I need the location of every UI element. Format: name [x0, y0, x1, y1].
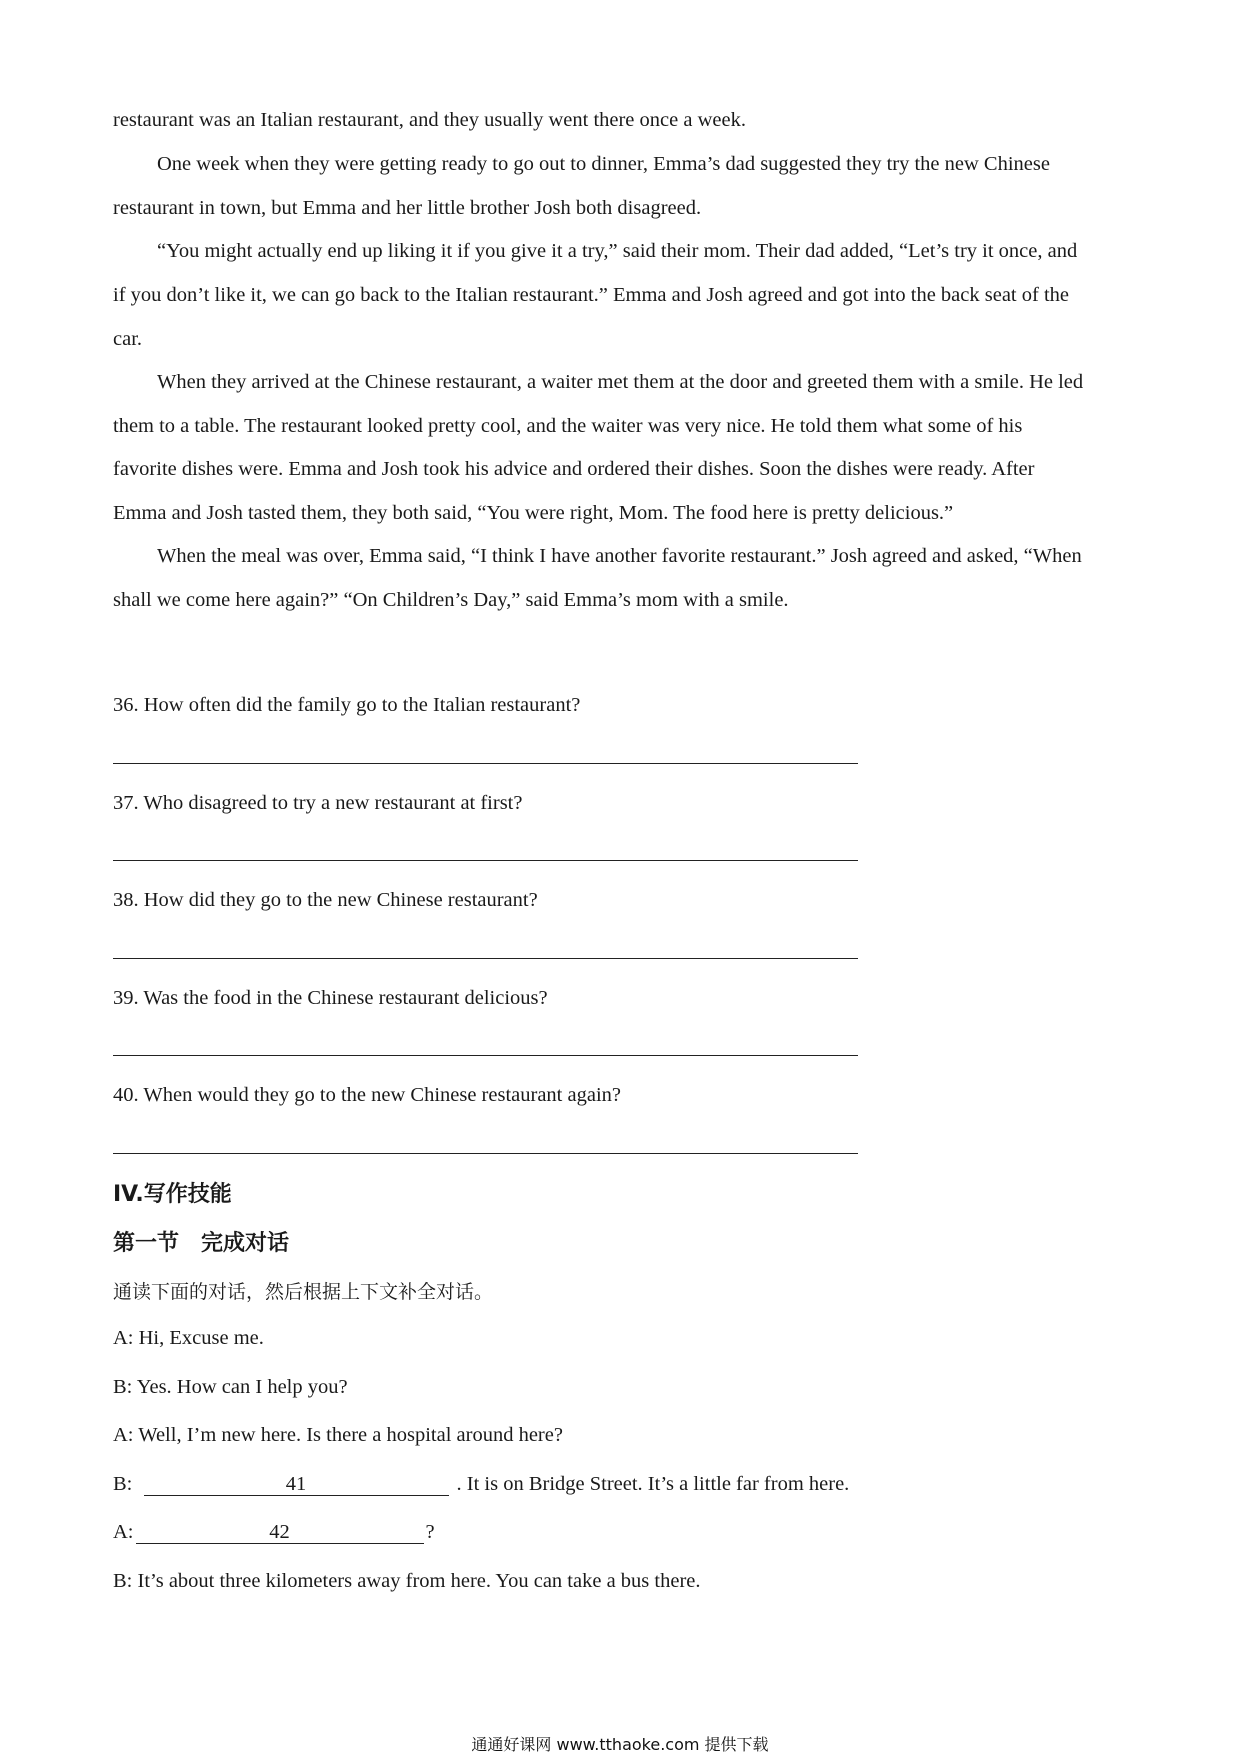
question-39: 39. Was the food in the Chinese restaurant delicious?: [113, 987, 548, 1009]
speaker-label: A:: [113, 1521, 134, 1543]
dialogue-line: A: Well, I’m new here. Is there a hospital around here?: [113, 1424, 563, 1446]
passage-line: One week when they were getting ready to go out to dinner, Emma’s dad suggested they try the new Chinese: [157, 153, 1050, 175]
answer-line-39[interactable]: [113, 1055, 858, 1056]
passage-line: restaurant in town, but Emma and her little brother Josh both disagreed.: [113, 197, 702, 219]
dialogue-line: B: It’s about three kilometers away from here. You can take a bus there.: [113, 1570, 701, 1592]
dialogue-line: A: Hi, Excuse me.: [113, 1327, 264, 1349]
question-37: 37. Who disagreed to try a new restaurant at first?: [113, 792, 523, 814]
passage-line: favorite dishes were. Emma and Josh took his advice and ordered their dishes. Soon the dishes were ready. After: [113, 458, 1035, 480]
section-subtitle: 第一节 完成对话: [113, 1231, 290, 1256]
passage-line: if you don’t like it, we can go back to the Italian restaurant.” Emma and Josh agreed and got into the back seat of the: [113, 284, 1069, 306]
dialogue-line: B: Yes. How can I help you?: [113, 1376, 348, 1398]
dialogue-text: . It is on Bridge Street. It’s a little far from here.: [456, 1473, 850, 1495]
passage-line: Emma and Josh tasted them, they both said, “You were right, Mom. The food here is pretty delicious.”: [113, 502, 954, 524]
passage-line: them to a table. The restaurant looked pretty cool, and the waiter was very nice. He told them what some of his: [113, 415, 1023, 437]
section-title: IV.写作技能: [113, 1182, 232, 1207]
passage-line: restaurant was an Italian restaurant, and they usually went there once a week.: [113, 109, 746, 131]
passage-line: “You might actually end up liking it if you give it a try,” said their mom. Their dad added, “Let’s try it once, and: [157, 240, 1078, 262]
passage-line: shall we come here again?” “On Children’s Day,” said Emma’s mom with a smile.: [113, 589, 789, 611]
dialogue-text: ?: [425, 1521, 435, 1543]
page-footer: 通通好课网 www.tthaoke.com 提供下载: [471, 1735, 769, 1754]
question-36: 36. How often did the family go to the Italian restaurant?: [113, 694, 581, 716]
blank-42[interactable]: 42: [136, 1521, 424, 1544]
passage-line: When the meal was over, Emma said, “I think I have another favorite restaurant.” Josh agreed and asked, “When: [157, 545, 1082, 567]
dialogue-line-41: [113, 1473, 849, 1496]
passage-line: When they arrived at the Chinese restaurant, a waiter met them at the door and greeted them with a smile. He led: [157, 371, 1084, 393]
dialogue-line-42: [113, 1521, 435, 1544]
answer-line-38[interactable]: [113, 958, 858, 959]
question-38: 38. How did they go to the new Chinese restaurant?: [113, 889, 538, 911]
answer-line-37[interactable]: [113, 860, 858, 861]
passage-line: car.: [113, 328, 143, 350]
answer-line-40[interactable]: [113, 1153, 858, 1154]
speaker-label: B:: [113, 1473, 138, 1495]
blank-41[interactable]: 41: [144, 1473, 449, 1496]
question-40: 40. When would they go to the new Chinese restaurant again?: [113, 1084, 621, 1106]
section-instruction: 通读下面的对话，然后根据上下文补全对话。: [113, 1281, 494, 1303]
answer-line-36[interactable]: [113, 763, 858, 764]
